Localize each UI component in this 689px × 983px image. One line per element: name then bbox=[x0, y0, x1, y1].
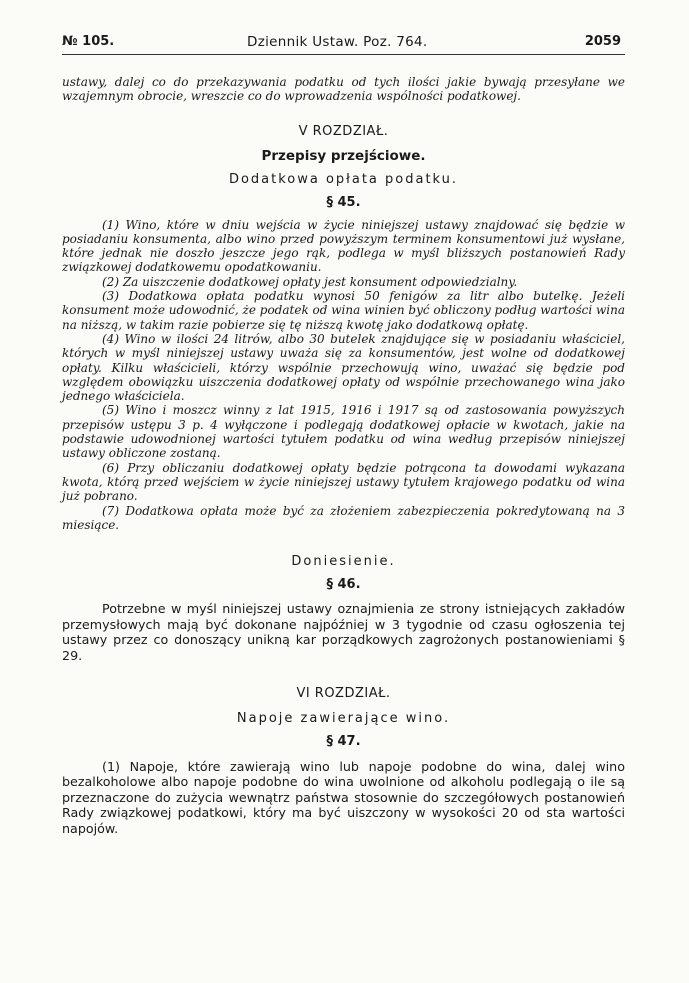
section-45-para-3: (3) Dodatkowa opłata podatku wynosi 50 fenigów za litr albo butelkę. Jeżeli konsument może udowodnić, że podatek od wina winien być obliczony podług wartości wina na niższą, w takim razie pobierze się tę niższą kwotę jako dodatkową opłatę. bbox=[62, 289, 625, 332]
document-page bbox=[62, 0, 625, 836]
chapter-6-title: Napoje zawierające wino. bbox=[236, 710, 451, 726]
section-45-para-5: (5) Wino i moszcz winny z lat 1915, 1916 i 1917 są od zastosowania powyższych przepisów ustępu 3 p. 4 wyłączone i podlegają dodatkowej opłacie w kwotach, jakie na podstawie udowodnionej wartości tytułem podatku od wina według przepisów niniejszej ustawy obliczone zostaną. bbox=[62, 403, 625, 461]
page-number: 2059 bbox=[584, 34, 621, 49]
header-rule bbox=[62, 54, 625, 55]
chapter-5-subtitle: Dodatkowa opłata podatku. bbox=[228, 171, 459, 187]
chapter-6-heading: VI ROZDZIAŁ. bbox=[296, 685, 391, 701]
intro-paragraph: ustawy, dalej co do przekazywania podatku od tych ilości jakie bywają przesyłane we wzajemnym obrocie, wreszcie co do wprowadzenia wspólności podatkowej. bbox=[62, 75, 625, 104]
section-45-para-4: (4) Wino w ilości 24 litrów, albo 30 butelek znajdujące się w posiadaniu właściciel, których w myśl niniejszej ustawy uważa się za konsumentów, jest wolne od dodatkowej opłaty. Kilku właścicieli, którzy wspólnie przechowują wino, uważać się będzie pod względem obowiązku uiszczenia dodatkowej opłaty od wspólnie przechowanego wina jako jednego właściciela. bbox=[62, 331, 625, 404]
section-46-body bbox=[62, 601, 625, 663]
section-45-body bbox=[62, 218, 625, 533]
section-46-para: Potrzebne w myśl niniejszej ustawy oznajmienia ze strony istniejących zakładów przemysłowych mają być dokonane najpóźniej w 3 tygodnie od czasu ogłoszenia tej ustawy przez co donoszący unikną kar porządkowych zagrożonych postanowieniami § 29. bbox=[62, 601, 625, 663]
section-47-heading: § 47. bbox=[326, 733, 361, 749]
section-46-heading: § 46. bbox=[326, 577, 361, 593]
page-header bbox=[62, 0, 625, 55]
issue-number: № 105. bbox=[62, 34, 115, 49]
journal-title: Dziennik Ustaw. Poz. 764. bbox=[247, 34, 428, 50]
section-45-para-6: (6) Przy obliczaniu dodatkowej opłaty będzie potrącona ta dowodami wykazana kwota, którą przed wejściem w życie niniejszej ustawy tytułem krajowego podatku od wina już pobrano. bbox=[62, 460, 625, 504]
section-47-para-1: (1) Napoje, które zawierają wino lub napoje podobne do wina, dalej wino bezalkoholowe albo napoje podobne do wina uwolnione od alkoholu podlegają o ile są przeznaczone do zużycia wewnątrz państwa stosownie do szczegółowych postanowień Rady związkowej podatkowi, który ma być uiszczony w wysokości 20 od sta wartości napojów. bbox=[62, 758, 625, 836]
section-45-para-7: (7) Dodatkowa opłata może być za złożeniem zabezpieczenia pokredytowaną na 3 miesiące. bbox=[62, 503, 625, 532]
chapter-5-title: Przepisy przejściowe. bbox=[261, 147, 426, 164]
section-45-para-2: (2) Za uiszczenie dodatkowej opłaty jest konsument odpowiedzialny. bbox=[102, 274, 518, 289]
section-47-body bbox=[62, 759, 625, 837]
section-45-para-1: (1) Wino, które w dniu wejścia w życie niniejszej ustawy znajdować się będzie w posiadaniu konsumenta, albo wino przed powyższym terminem konsumentowi już wysłane, które jednak nie doszło jeszcze jego rąk, podlega w myśl bliższych postanowień Rady związkowej dodatkowemu opodatkowaniu. bbox=[62, 217, 625, 275]
chapter-5-heading: V ROZDZIAŁ. bbox=[298, 123, 389, 139]
notice-heading: Doniesienie. bbox=[291, 554, 396, 570]
section-45-heading: § 45. bbox=[326, 194, 361, 210]
